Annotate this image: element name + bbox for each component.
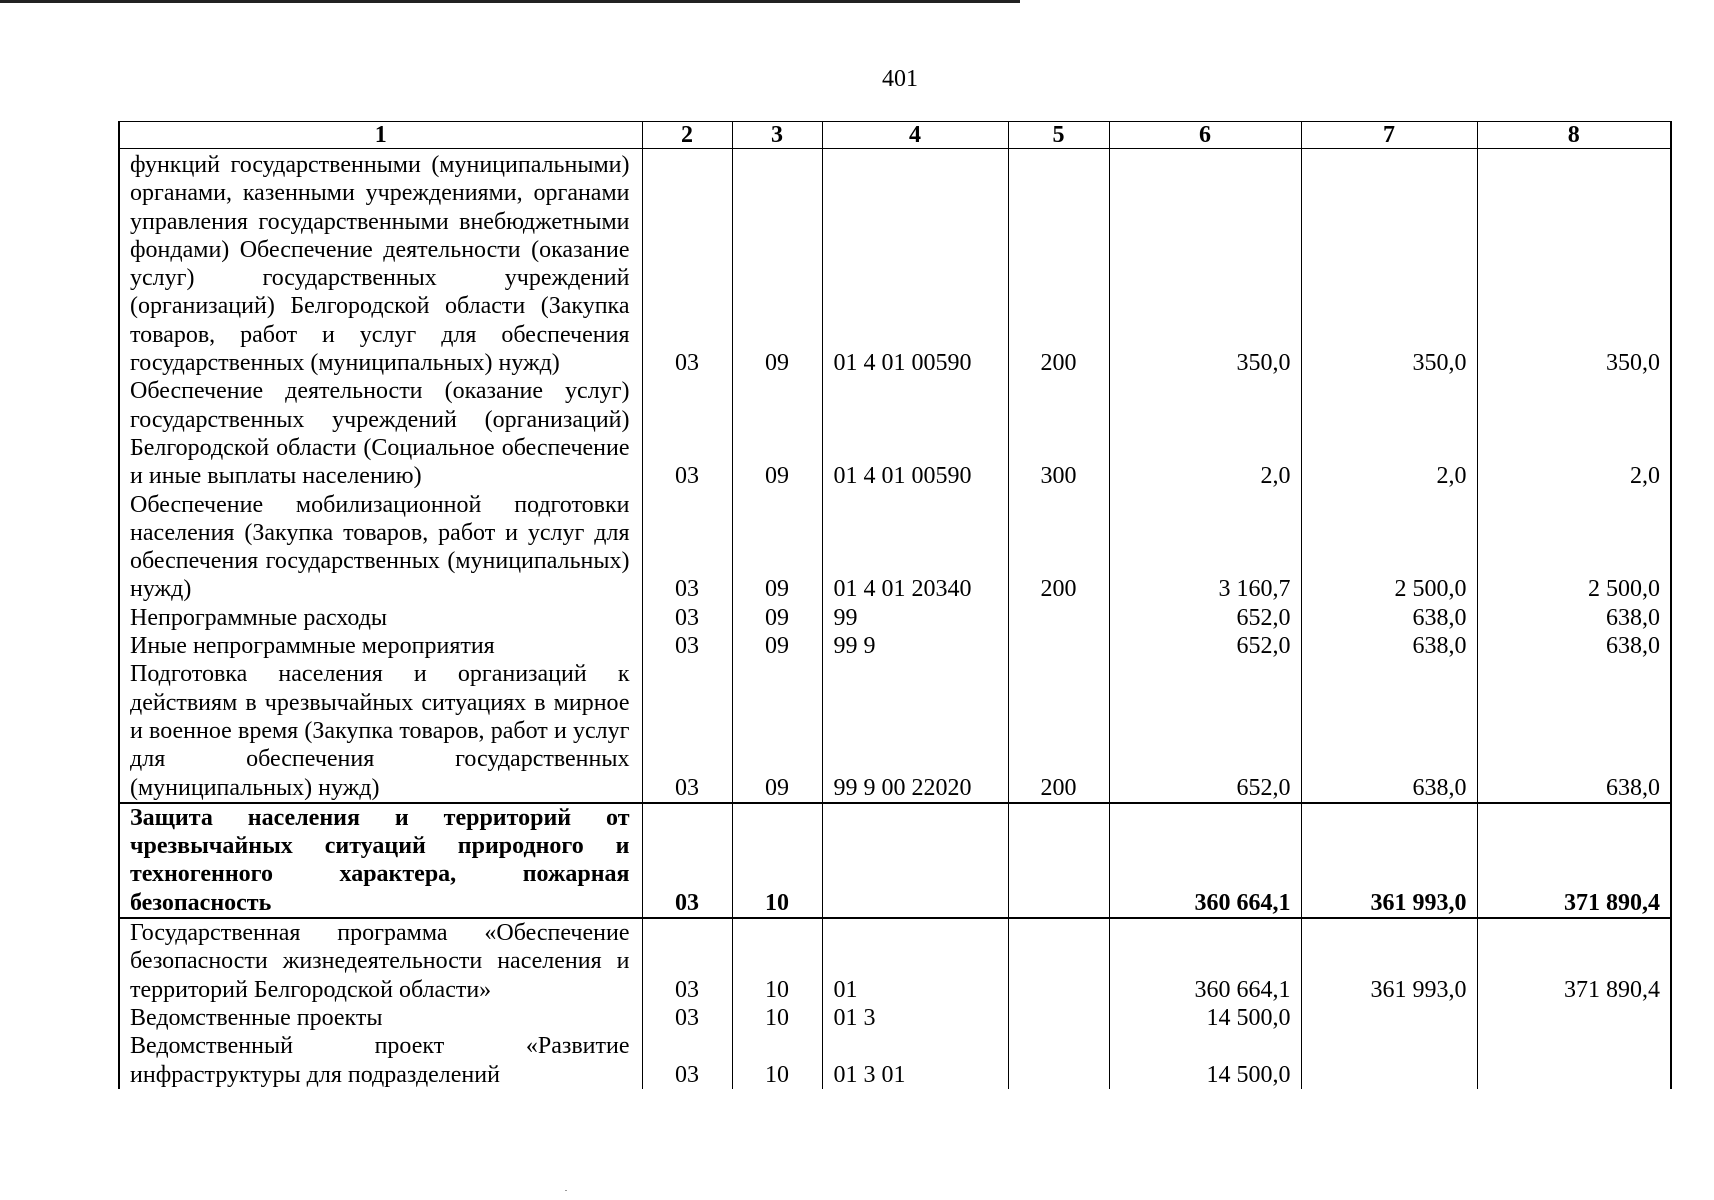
row-name: Обеспечение мобилизационной подготовки населения (Закупка товаров, работ и услуг для обеспечения государственных (муниципальных) нужд): [119, 491, 642, 604]
column-header-8: 8: [1477, 122, 1671, 149]
row-expense-type: [1008, 1032, 1109, 1089]
row-expense-type: [1008, 1004, 1109, 1032]
row-name: Ведомственный проект «Развитие инфраструктуры для подразделений: [119, 1032, 642, 1089]
row-value-col8: 350,0: [1477, 149, 1671, 378]
row-value-col8: 2 500,0: [1477, 491, 1671, 604]
row-name: Защита населения и территорий от чрезвычайных ситуаций природного и техногенного характера, пожарная безопасность: [119, 803, 642, 918]
row-expense-type: 200: [1008, 149, 1109, 378]
row-value-col6: 350,0: [1109, 149, 1301, 378]
row-expense-type: [1008, 803, 1109, 918]
row-section-code: 03: [642, 604, 732, 632]
row-subsection-code: 10: [732, 803, 822, 918]
scan-speck: [565, 1190, 567, 1191]
row-name: Государственная программа «Обеспечение безопасности жизнедеятельности населения и территорий Белгородской области»: [119, 918, 642, 1004]
row-section-code: 03: [642, 1004, 732, 1032]
row-value-col6: 652,0: [1109, 660, 1301, 802]
row-value-col7: [1301, 1032, 1477, 1089]
row-target-code: 01 3 01: [822, 1032, 1008, 1089]
row-value-col6: 14 500,0: [1109, 1032, 1301, 1089]
row-value-col7: 361 993,0: [1301, 803, 1477, 918]
table-row: [119, 918, 1671, 1004]
row-subsection-code: 10: [732, 918, 822, 1004]
row-value-col8: [1477, 1004, 1671, 1032]
row-value-col6: 14 500,0: [1109, 1004, 1301, 1032]
row-section-code: 03: [642, 632, 732, 660]
row-subsection-code: 09: [732, 377, 822, 490]
row-subsection-code: 09: [732, 632, 822, 660]
page-number: 401: [882, 66, 918, 92]
row-subsection-code: 09: [732, 149, 822, 378]
row-section-code: 03: [642, 660, 732, 802]
row-target-code: 01 3: [822, 1004, 1008, 1032]
row-value-col7: 638,0: [1301, 632, 1477, 660]
row-value-col7: 361 993,0: [1301, 918, 1477, 1004]
row-target-code: [822, 803, 1008, 918]
column-header-4: 4: [822, 122, 1008, 149]
table-row: [119, 604, 1671, 632]
budget-table: [118, 121, 1672, 1089]
column-header-2: 2: [642, 122, 732, 149]
table-row: [119, 1032, 1671, 1089]
column-header-1: 1: [119, 122, 642, 149]
row-value-col8: 371 890,4: [1477, 803, 1671, 918]
table-row-section-total: [119, 803, 1671, 918]
row-value-col8: 638,0: [1477, 660, 1671, 802]
header-row: [119, 122, 1671, 149]
row-name: Подготовка населения и организаций к действиям в чрезвычайных ситуациях в мирное и военное время (Закупка товаров, работ и услуг для обеспечения государственных (муниципальных) нужд): [119, 660, 642, 802]
table-row: [119, 660, 1671, 802]
row-expense-type: [1008, 632, 1109, 660]
column-header-3: 3: [732, 122, 822, 149]
row-value-col8: 371 890,4: [1477, 918, 1671, 1004]
row-target-code: 01 4 01 00590: [822, 377, 1008, 490]
row-expense-type: [1008, 604, 1109, 632]
row-expense-type: 200: [1008, 660, 1109, 802]
row-value-col6: 2,0: [1109, 377, 1301, 490]
row-section-code: 03: [642, 803, 732, 918]
table-row: [119, 491, 1671, 604]
row-expense-type: 300: [1008, 377, 1109, 490]
row-target-code: 99 9: [822, 632, 1008, 660]
row-target-code: 01 4 01 20340: [822, 491, 1008, 604]
table-row: [119, 149, 1671, 378]
row-name: Ведомственные проекты: [119, 1004, 642, 1032]
row-target-code: 99: [822, 604, 1008, 632]
row-value-col7: 638,0: [1301, 604, 1477, 632]
row-value-col8: 638,0: [1477, 604, 1671, 632]
row-value-col7: 350,0: [1301, 149, 1477, 378]
row-subsection-code: 09: [732, 491, 822, 604]
row-value-col6: 652,0: [1109, 632, 1301, 660]
row-value-col7: 2 500,0: [1301, 491, 1477, 604]
row-value-col8: 638,0: [1477, 632, 1671, 660]
top-rule: [0, 0, 1020, 3]
row-name: Иные непрограммные мероприятия: [119, 632, 642, 660]
row-value-col7: 2,0: [1301, 377, 1477, 490]
row-section-code: 03: [642, 491, 732, 604]
row-value-col6: 3 160,7: [1109, 491, 1301, 604]
row-expense-type: 200: [1008, 491, 1109, 604]
column-header-6: 6: [1109, 122, 1301, 149]
row-target-code: 01 4 01 00590: [822, 149, 1008, 378]
row-value-col7: [1301, 1004, 1477, 1032]
row-subsection-code: 09: [732, 660, 822, 802]
row-subsection-code: 10: [732, 1004, 822, 1032]
table-row: [119, 1004, 1671, 1032]
row-section-code: 03: [642, 1032, 732, 1089]
row-expense-type: [1008, 918, 1109, 1004]
row-subsection-code: 09: [732, 604, 822, 632]
row-section-code: 03: [642, 377, 732, 490]
row-subsection-code: 10: [732, 1032, 822, 1089]
row-value-col6: 360 664,1: [1109, 918, 1301, 1004]
row-name: функций государственными (муниципальными) органами, казенными учреждениями, органами управления государственными внебюджетными фондами) Обеспечение деятельности (оказание услуг) государственных учреждений (организаций) Белгородской области (Закупка товаров, работ и услуг для обеспечения государственных (муниципальных) нужд): [119, 149, 642, 378]
row-value-col8: 2,0: [1477, 377, 1671, 490]
table-row: [119, 377, 1671, 490]
column-header-5: 5: [1008, 122, 1109, 149]
table-row: [119, 632, 1671, 660]
row-name: Непрограммные расходы: [119, 604, 642, 632]
row-name: Обеспечение деятельности (оказание услуг) государственных учреждений (организаций) Белгородской области (Социальное обеспечение и иные выплаты населению): [119, 377, 642, 490]
row-target-code: 01: [822, 918, 1008, 1004]
row-value-col6: 360 664,1: [1109, 803, 1301, 918]
row-value-col8: [1477, 1032, 1671, 1089]
row-target-code: 99 9 00 22020: [822, 660, 1008, 802]
row-value-col7: 638,0: [1301, 660, 1477, 802]
row-section-code: 03: [642, 918, 732, 1004]
row-value-col6: 652,0: [1109, 604, 1301, 632]
column-header-7: 7: [1301, 122, 1477, 149]
row-section-code: 03: [642, 149, 732, 378]
